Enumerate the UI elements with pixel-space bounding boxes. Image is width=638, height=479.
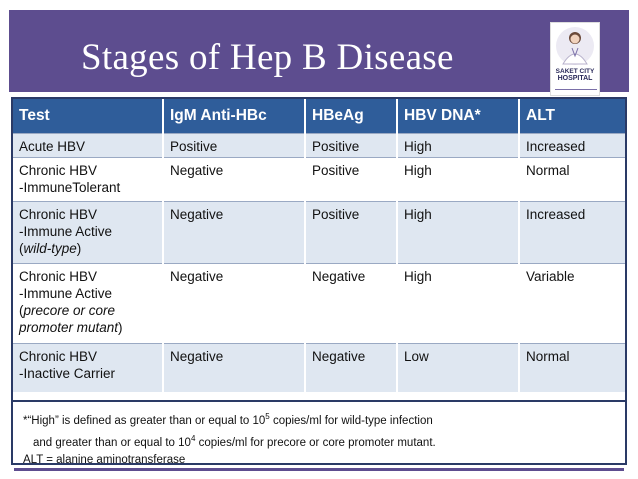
paren-open: ( <box>19 240 24 256</box>
header-hbeag: HBeAg <box>305 99 397 133</box>
stage-line: Chronic HBV <box>19 268 98 284</box>
header-igm-anti-hbc: IgM Anti-HBc <box>163 99 305 133</box>
page-title: Stages of Hep B Disease <box>81 37 454 78</box>
footnote-text: copies/ml for precore or core promoter mutant. <box>195 436 436 449</box>
igm-cell: Negative <box>163 157 305 201</box>
stage-line: Chronic HBV <box>19 348 98 364</box>
stages-table <box>13 99 625 392</box>
hbeag-cell: Negative <box>305 263 397 343</box>
stage-cell <box>13 133 163 157</box>
table-footnotes <box>13 400 625 466</box>
hbeag-cell: Negative <box>305 343 397 392</box>
paren-close: ) <box>118 319 123 335</box>
table-header-row <box>13 99 625 133</box>
logo-divider <box>555 89 597 90</box>
header-test: Test <box>13 99 163 133</box>
alt-cell: Variable <box>519 263 625 343</box>
stage-variant: precore or core <box>23 302 116 318</box>
stage-line: -ImmuneTolerant <box>19 179 121 195</box>
table-row <box>13 263 625 343</box>
stage-line: -Inactive Carrier <box>19 365 116 381</box>
hbeag-cell: Positive <box>305 157 397 201</box>
stage-line: Chronic HBV <box>19 162 98 178</box>
igm-cell: Negative <box>163 201 305 263</box>
bottom-divider <box>14 468 624 471</box>
doctor-icon <box>551 24 599 68</box>
footnote-exponent: 4 <box>190 433 196 443</box>
stage-variant: wild-type <box>23 240 77 256</box>
logo-text-line1: SAKET CITY <box>555 68 595 75</box>
alt-cell: Increased <box>519 133 625 157</box>
stage-line: -Immune Active <box>19 285 113 301</box>
stage-cell <box>13 263 163 343</box>
footnote-line: ALT = alanine aminotransferase <box>23 453 186 466</box>
table-row <box>13 157 625 201</box>
igm-cell: Negative <box>163 343 305 392</box>
table-row <box>13 133 625 157</box>
footnote-text: copies/ml for wild-type infection <box>269 414 433 427</box>
stage-line: Chronic HBV <box>19 206 98 222</box>
table-row <box>13 201 625 263</box>
header-alt: ALT <box>519 99 625 133</box>
hbeag-cell: Positive <box>305 133 397 157</box>
stage-cell <box>13 201 163 263</box>
alt-cell: Normal <box>519 343 625 392</box>
footnote-line <box>23 408 615 430</box>
paren-close: ) <box>76 240 82 256</box>
alt-cell: Increased <box>519 201 625 263</box>
stage-cell <box>13 157 163 201</box>
stage-cell <box>13 343 163 392</box>
dna-cell: High <box>397 201 519 263</box>
igm-cell: Negative <box>163 263 305 343</box>
stage-line: -Immune Active <box>19 223 113 239</box>
footnote-text: and greater than or equal to 10 <box>33 436 191 449</box>
hospital-logo <box>550 22 600 96</box>
stage-variant: promoter mutant <box>19 319 119 335</box>
paren-open: ( <box>19 302 24 318</box>
hep-b-stages-table <box>11 97 627 465</box>
stage-line: Acute HBV <box>19 138 86 154</box>
footnote-line <box>23 430 615 452</box>
dna-cell: High <box>397 133 519 157</box>
dna-cell: High <box>397 263 519 343</box>
dna-cell: High <box>397 157 519 201</box>
header-hbv-dna: HBV DNA* <box>397 99 519 133</box>
logo-text-line2: HOSPITAL <box>557 75 593 82</box>
hbeag-cell: Positive <box>305 201 397 263</box>
footnote-text: *“High” is defined as greater than or equal to 10 <box>23 414 266 427</box>
alt-cell: Normal <box>519 157 625 201</box>
footnote-exponent: 5 <box>265 412 270 421</box>
table-row <box>13 343 625 392</box>
dna-cell: Low <box>397 343 519 392</box>
title-banner <box>9 10 629 92</box>
igm-cell: Positive <box>163 133 305 157</box>
